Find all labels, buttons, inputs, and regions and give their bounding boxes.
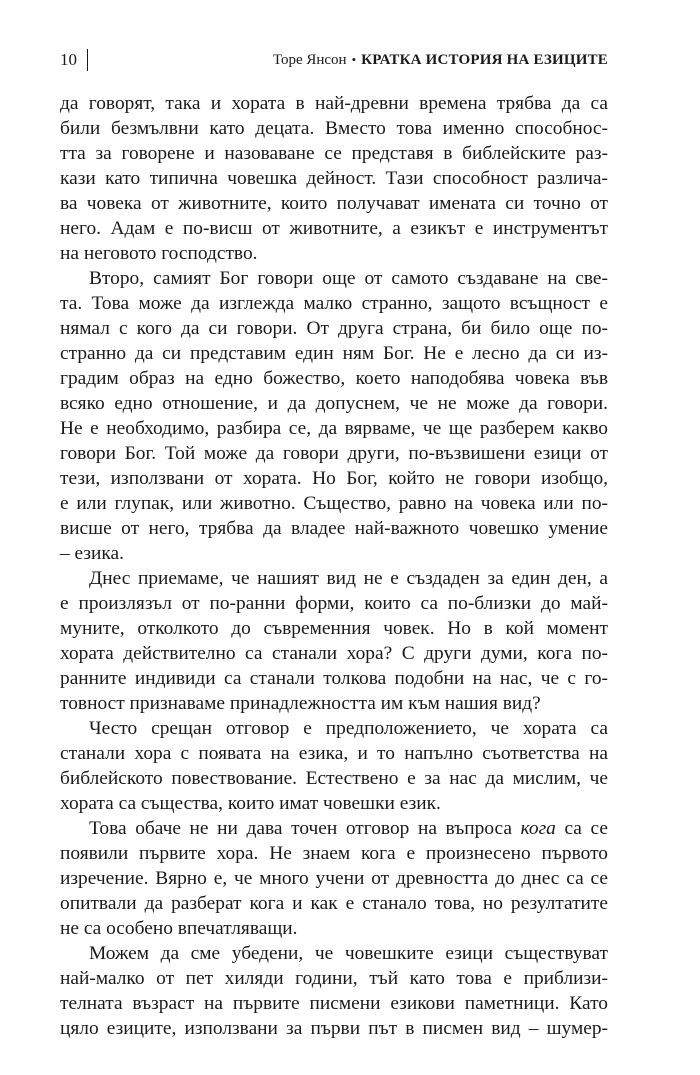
- text-line: висше от него, трябва да владее най-важното човешко умение: [60, 518, 608, 539]
- text-line: тта за говорене и назоваване се представя в библейските раз-: [60, 143, 608, 164]
- text-line: на неговото господство.: [60, 243, 258, 264]
- text-line: товност признаваме принадлежността им към нашия вид?: [60, 693, 541, 714]
- text-line: цяло езиците, използвани за първи път в писмен вид – шумер-: [60, 1018, 608, 1039]
- text-line: ва човека от животните, които получават имената си точно от: [60, 193, 608, 214]
- text-run: Това обаче не ни дава точен отговор на въпроса: [89, 818, 521, 839]
- page-number-block: [60, 49, 88, 71]
- paragraph-first-line: Често срещан отговор е предположението, че хората са: [89, 718, 608, 739]
- text-line: муните, отколкото до съвременния човек. Но в кой момент: [60, 618, 608, 639]
- text-line: кази като типична човешка дейност. Тази способност различа-: [60, 168, 608, 189]
- running-title: [273, 52, 608, 69]
- text-line: говори Бог. Той може да говори други, по-възвишени езици от: [60, 443, 608, 464]
- text-line: тези, използвани от хората. Но Бог, който не говори изобщо,: [60, 468, 608, 489]
- text-line: е произлязъл от по-ранни форми, които са по-близки до май-: [60, 593, 608, 614]
- text-line: изречение. Вярно е, че много учени от древността до днес са се: [60, 868, 608, 889]
- text-line: библейското повествование. Естествено е за нас да мислим, че: [60, 768, 608, 789]
- text-line: опитвали да разберат кога и как е станало това, но резултатите: [60, 893, 608, 914]
- text-line: него. Адам е по-висш от животните, а езикът е инструментът: [60, 218, 608, 239]
- italic-emphasis: кога: [520, 818, 556, 839]
- page-number: 10: [60, 50, 77, 69]
- text-line: нямал с кого да си говори. От друга страна, би било още по-: [60, 318, 608, 339]
- text-line: станали хора с появата на езика, и то напълно съответства на: [60, 743, 608, 764]
- text-line: ранните индивиди са станали толкова подобни на нас, че с го-: [60, 668, 608, 689]
- text-line: е или глупак, или животно. Същество, равно на човека или по-: [60, 493, 608, 514]
- text-run: са се: [555, 818, 608, 839]
- header-divider: [87, 49, 88, 71]
- paragraph-first-line: Второ, самият Бог говори още от самото създаване на све-: [89, 268, 608, 289]
- text-line: били безмълвни като децата. Вместо това именно способнос-: [60, 118, 608, 139]
- text-line: градим образ на едно божество, което наподобява човека във: [60, 368, 608, 389]
- paragraph-first-line: [60, 816, 608, 841]
- text-line: хората са същества, които имат човешки език.: [60, 793, 441, 814]
- text-line: всяко едно отношение, и да допуснем, че не може да говори.: [60, 393, 608, 414]
- text-line: най-малко от пет хиляди години, тъй като това е приблизи-: [60, 968, 608, 989]
- paragraph-first-line: Можем да сме убедени, че човешките езици съществуват: [89, 943, 608, 964]
- text-line: Не е необходимо, разбира се, да вярваме, че ще разберем какво: [60, 418, 608, 439]
- text-line: да говорят, така и хората в най-древни времена трябва да са: [60, 93, 608, 114]
- text-line: хората действително са станали хора? С други думи, кога по-: [60, 643, 608, 664]
- text-line: – езика.: [60, 543, 125, 564]
- text-line: не са особено впечатляващи.: [60, 918, 298, 939]
- running-header: [60, 40, 608, 80]
- text-line: появили първите хора. Не знаем кога е произнесено първото: [60, 843, 608, 864]
- author-name: Торе Янсон: [272, 51, 347, 68]
- paragraph-first-line: Днес приемаме, че нашият вид не е създаден за един ден, а: [89, 568, 608, 589]
- text-line: странно да си представим един ням Бог. Не е лесно да си из-: [60, 343, 608, 364]
- header-separator: •: [351, 52, 357, 67]
- text-line: телната възраст на първите писмени езикови паметници. Като: [60, 993, 608, 1014]
- book-title: КРАТКА ИСТОРИЯ НА ЕЗИЦИТЕ: [361, 51, 608, 68]
- text-line: та. Това може да изглежда малко странно, защото всъщност е: [60, 293, 608, 314]
- body-text: [60, 91, 608, 1041]
